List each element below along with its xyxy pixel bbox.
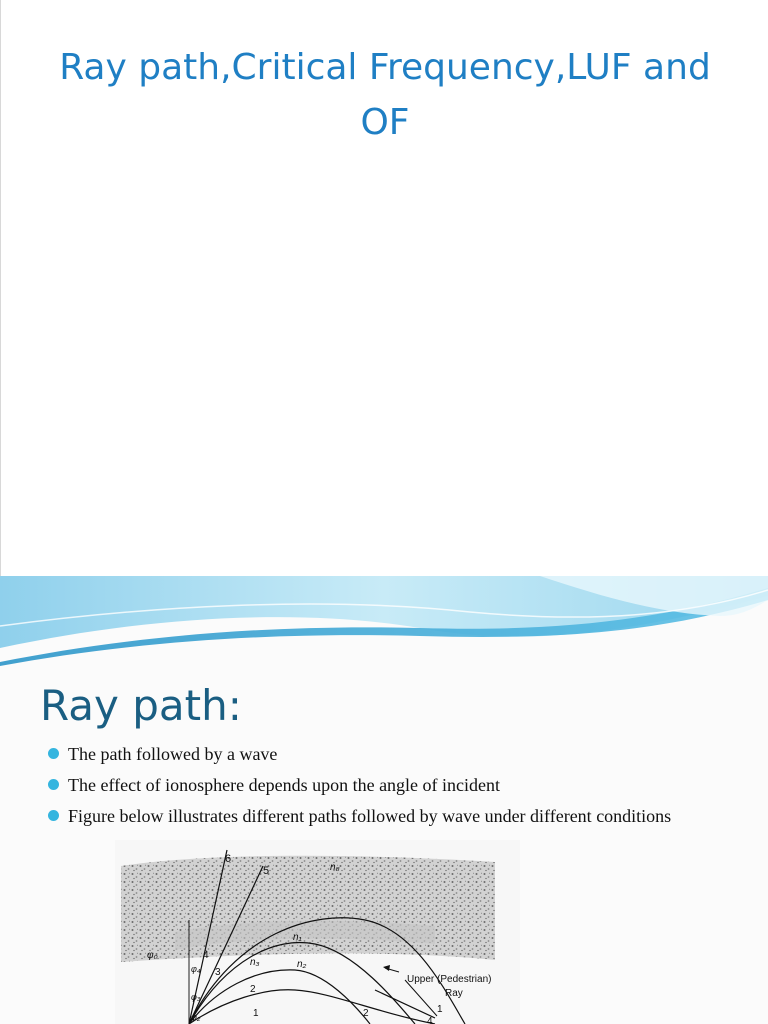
ray-label: 3 xyxy=(215,967,221,978)
bullet-item xyxy=(48,804,728,829)
section-heading: Ray path: xyxy=(40,681,242,730)
ray-label: 6 xyxy=(225,853,232,865)
ray-label: 2 xyxy=(363,1008,369,1019)
annotation-text: Upper (Pedestrian) xyxy=(407,974,492,985)
annotation-text: Ray xyxy=(445,988,463,999)
angle-label: φ₀ xyxy=(147,950,158,961)
slide-title-line-2: OF xyxy=(360,102,410,143)
bullet-list xyxy=(48,742,728,835)
slide-title xyxy=(21,40,749,150)
angle-label: φ₂ xyxy=(191,1012,201,1022)
bullet-dot-icon xyxy=(48,810,59,821)
ray-label: 5 xyxy=(263,865,270,877)
ray-label: 2 xyxy=(250,984,256,995)
slide-2 xyxy=(0,576,768,1024)
angle-label: φ₄ xyxy=(191,964,201,974)
wave-banner xyxy=(0,576,768,666)
ray-path-figure xyxy=(115,840,520,1024)
bullet-item xyxy=(48,773,728,798)
bullet-item xyxy=(48,742,728,767)
ray-label: 1 xyxy=(437,1004,443,1015)
ray-label: 4 xyxy=(203,950,209,961)
bullet-text: Figure below illustrates different paths followed by wave under different conditions xyxy=(68,806,672,826)
ray-label: 1 xyxy=(253,1008,259,1019)
bullet-text: The path followed by a wave xyxy=(68,744,278,764)
bullet-text: The effect of ionosphere depends upon the angle of incident xyxy=(68,775,501,795)
layer-label: n₂ xyxy=(297,959,307,970)
bullet-dot-icon xyxy=(48,779,59,790)
angle-label: φ₃ xyxy=(191,992,201,1002)
ray-label: 4 xyxy=(427,1016,433,1024)
layer-label: n₁ xyxy=(293,932,302,943)
layer-label: n₃ xyxy=(250,957,260,968)
slide-title-line-1: Ray path,Critical Frequency,LUF and xyxy=(59,47,711,88)
bullet-dot-icon xyxy=(48,748,59,759)
layer-label: n₈ xyxy=(330,862,340,873)
